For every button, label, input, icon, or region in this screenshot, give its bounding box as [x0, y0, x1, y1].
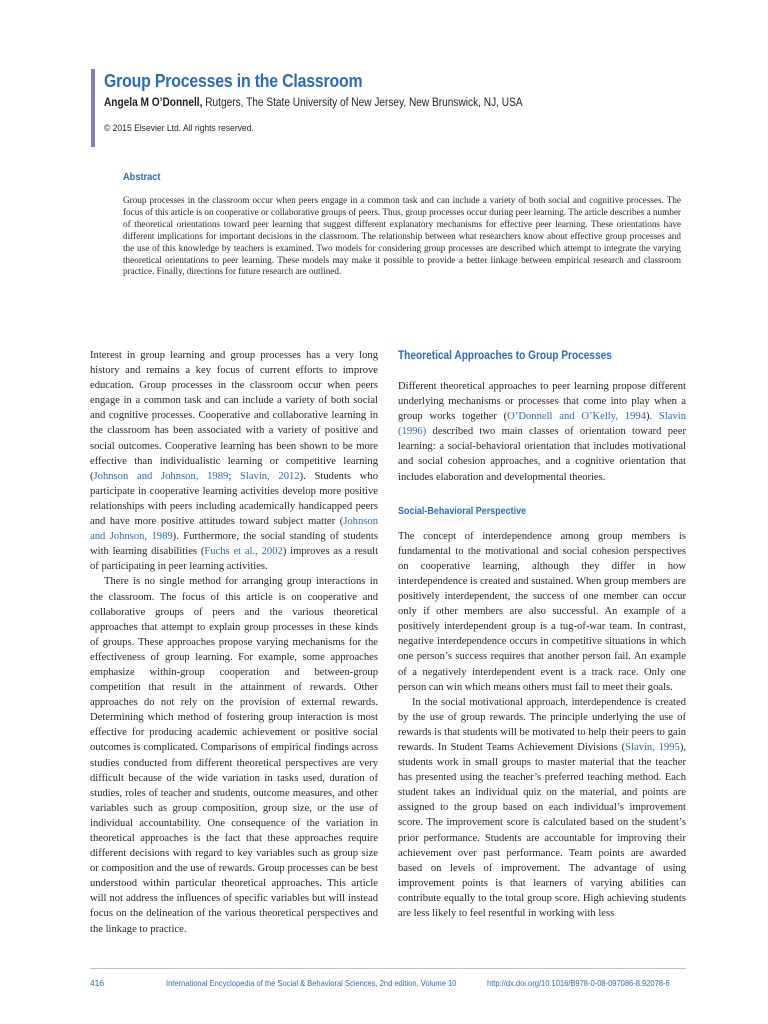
body-text: Interest in group learning and group processes has a very long history and remains a key focus of current efforts to improve education. Group processes in the classroom occur when peers engage in a common task and can include a variety of both social and cognitive processes. Cooperative and collaborative learning in the classroom has been associated with a variety of positive and social outcomes. Cooperative learning has been shown to be more effective than individualistic learning or competitive learning ( — [90, 350, 378, 482]
body-text: ), students work in small groups to master material that the teacher has presented using the teacher’s preferred teaching method. Each student takes an individual quiz on the material, and points are assigned to the group based on each individual’s improvement score. The improvement score is calculated based on the student’s prior performance. Students are accountable for improving their achievement over past performance. Team points are awarded based on levels of improvement. The advantage of using improvement points is that learners of varying abilities can contribute equally to the total group score. High achieving students are less likely to feel resentful in working with less — [398, 741, 686, 919]
citation-link[interactable]: O’Donnell and O’Kelly, 1994 — [507, 411, 646, 423]
abstract-heading: Abstract — [123, 171, 161, 183]
body-text: ) improves as a result of participating in peer learning activities. — [90, 546, 379, 573]
body-text: In the social motivational approach, interdependence is created by the use of group rewards. The principle underlying the use of rewards is that students will be motivated to help their peers to gain rewards. In Student Teams Achievement Divisions ( — [398, 696, 686, 753]
footer-source: International Encyclopedia of the Social & Behavioral Sciences, 2nd edition, Volume 10 — [166, 978, 457, 988]
intro-paragraph-2: There is no single method for arranging group interactions in the classroom. The focus of this article is on cooperative and collaborative groups of peers and the various theoretical approaches that attempt to explain group processes in these kinds of groups. These approaches propose varying mechanisms for the effectiveness of group learning. For example, some approaches emphasize within-group cooperation and between-group competition that result in the attainment of rewards. Other approaches do not rely on the provision of external rewards. Determining which method of fostering group interaction is most effective for producing academic achievement or positive social outcomes is complicated. Comparisons of empirical findings across studies conducted from different theoretical perspectives are very difficult because of the wide variation in tasks used, duration of studies, roles of teacher and students, outcome measures, and other variables such as group composition, group size, or the use of individual accountability. One consequence of the variation in theoretical approaches is the fact that these approaches require different decisions with regard to key variables such as group size or composition and the use of rewards. Group processes can be best understood within particular theoretical approaches. This article will not address the influences of specific variables but will instead focus on the delineation of the various theoretical perspectives and the linkage to practice. — [90, 576, 378, 935]
author-affiliation: Rutgers, The State University of New Jersey, New Brunswick, NJ, USA — [202, 97, 523, 109]
social-paragraph-2 — [398, 695, 686, 921]
citation-link[interactable]: Johnson and Johnson, 1989 — [93, 470, 229, 482]
social-paragraph-1: The concept of interdependence among group members is fundamental to the motivational and social cohesion perspectives on cooperative learning, although they differ in how interdependence is created and sustained. When group members are positively interdependent, the success of one member can occur only if other members are also successful. An example of a positively interdependent group is a tug-of-war team. In contrast, negative interdependence occurs in competitive situations in which one person’s success requires that another person fail. An example of a negatively interdependent event is a track race. Only one person can win which means others must fail to meet their goals. — [398, 530, 686, 693]
body-text: described two main classes of orientation toward peer learning: a social-behavioral orientation that includes motivational and social cohesion approaches, and a cognitive orientation that includes elaboration and developmental theories. — [398, 426, 686, 483]
theory-paragraph-1 — [398, 379, 686, 485]
copyright-notice: © 2015 Elsevier Ltd. All rights reserved. — [104, 123, 254, 134]
citation-link[interactable]: Fuchs et al., 2002 — [204, 546, 283, 558]
body-text: ). Furthermore, the social standing of students with learning disabilities ( — [90, 531, 378, 558]
citation-link[interactable]: Slavin, 2012 — [239, 470, 300, 482]
body-text: ; — [228, 470, 240, 482]
section-heading: Theoretical Approaches to Group Processes — [398, 350, 612, 362]
author-name: Angela M O’Donnell, — [104, 97, 203, 109]
citation-link[interactable]: Johnson and Johnson, 1989 — [90, 516, 378, 543]
body-text: ). Students who participate in cooperative learning activities develop more positive relationships with peers including academically handicapped peers and have more positive attitudes toward subject matter ( — [90, 470, 378, 528]
subsection-heading: Social-Behavioral Perspective — [398, 505, 527, 517]
page-number: 416 — [90, 978, 104, 988]
author-line — [104, 97, 523, 109]
left-column — [90, 348, 378, 937]
title-accent-bar — [91, 69, 95, 147]
doi-link[interactable]: http://dx.doi.org/10.1016/B978-0-08-097086-8.92078-6 — [487, 978, 670, 988]
footer-divider — [90, 968, 686, 969]
intro-paragraph-1 — [90, 348, 378, 574]
article-title: Group Processes in the Classroom — [104, 71, 363, 91]
right-column — [398, 348, 686, 921]
citation-link[interactable]: Slavin, 1995 — [625, 741, 680, 753]
body-text: ). — [645, 411, 659, 423]
abstract-text: Group processes in the classroom occur when peers engage in a common task and can include a variety of both social and cognitive processes. The focus of this article is on cooperative or collaborative groups of peers. Thus, group processes occur during peer learning. The article describes a number of theoretical orientations toward peer learning that suggest different explanatory mechanisms for effective peer learning. These orientations have different implications for important decisions in the classroom. The relationship between what researchers know about effective group processes and the use of this knowledge by teachers is examined. Two models for considering group processes are described which attempt to integrate the varying theoretical orientations to peer learning. These models may make it possible to provide a better linkage between empirical research and classroom practice. Finally, directions for future research are outlined. — [123, 195, 681, 277]
body-text: Different theoretical approaches to peer learning propose different underlying mechanisms or processes that come into play when a group works together ( — [398, 381, 686, 423]
citation-link[interactable]: Slavin (1996) — [398, 411, 686, 438]
